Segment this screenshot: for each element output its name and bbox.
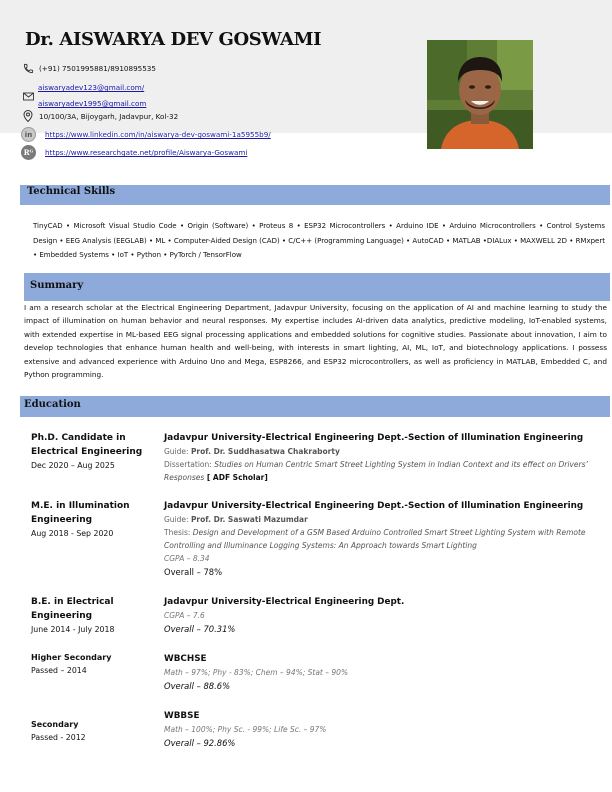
summary-bar bbox=[24, 273, 610, 301]
phd-institution: Jadavpur University-Electrical Engineering Dept.-Section of Illumination Engineering bbox=[164, 433, 584, 443]
sec-right bbox=[164, 709, 606, 750]
hs-overall: Overall – 88.6% bbox=[164, 681, 231, 691]
linkedin-icon: in bbox=[21, 127, 36, 142]
me-degree: M.E. in Illumination Engineering bbox=[31, 501, 130, 525]
me-overall: Overall – 78% bbox=[164, 567, 223, 577]
sec-board: WBBSE bbox=[164, 711, 200, 721]
me-guide-label: Guide: bbox=[164, 515, 191, 524]
location-pin-icon bbox=[22, 110, 34, 122]
sec-left bbox=[31, 718, 159, 744]
hs-board: WBCHSE bbox=[164, 654, 207, 664]
me-thesis bbox=[164, 526, 606, 552]
phone-row bbox=[22, 62, 156, 74]
be-dates: June 2014 - July 2018 bbox=[31, 625, 115, 634]
phd-right bbox=[164, 431, 606, 484]
researchgate-row bbox=[21, 145, 247, 160]
profile-photo bbox=[427, 40, 533, 149]
phd-dissertation bbox=[164, 458, 606, 484]
me-cgpa: CGPA – 8.34 bbox=[164, 554, 210, 563]
hs-dates: Passed – 2014 bbox=[31, 666, 87, 675]
sec-overall: Overall – 92.86% bbox=[164, 738, 236, 748]
sec-marks: Math – 100%; Phy Sc. - 99%; Life Sc. – 97% bbox=[164, 725, 327, 734]
me-thesis-title: Design and Development of a GSM Based Arduino Controlled Smart Street Lighting System with Remote Controlling and Illuminance Logging Systems: An Approach towards Smart Lighting bbox=[164, 528, 586, 550]
email-link-2[interactable]: aiswaryadev1995@gmail.com bbox=[38, 99, 147, 108]
address-text: 10/100/3A, Bijoygarh, Jadavpur, Kol-32 bbox=[39, 111, 179, 121]
email-link-1[interactable]: aiswaryadev123@gmail.com/ bbox=[38, 83, 145, 92]
me-dates: Aug 2018 - Sep 2020 bbox=[31, 529, 114, 538]
phd-guide-label: Guide: bbox=[164, 447, 191, 456]
phd-diss-title: Studies on Human Centric Smart Street Lighting System in Indian Context and its effect on Drivers’ Responses bbox=[164, 460, 588, 482]
phd-dates: Dec 2020 – Aug 2025 bbox=[31, 461, 115, 470]
be-right bbox=[164, 595, 606, 636]
technical-skills-text: TinyCAD • Microsoft Visual Studio Code • Origin (Software) • Proteus 8 • ESP32 Microcontrollers • Arduino IDE • Arduino Microcontrollers • Control Systems Design • EEG Analysis (EEGLAB) • ML • Computer-Aided Design (CAD) • C/C++ (Programming Language) • AutoCAD • MATLAB •DIALux • MAXWELL 2D • RMxpert • Embedded Systems • IoT • Python • PyTorch / TensorFlow bbox=[33, 222, 605, 259]
be-degree: B.E. in Electrical Engineering bbox=[31, 597, 114, 621]
phd-guide-name: Prof. Dr. Suddhasatwa Chakraborty bbox=[190, 447, 340, 456]
be-cgpa: CGPA – 7.6 bbox=[164, 611, 205, 620]
linkedin-link[interactable]: https://www.linkedin.com/in/aiswarya-dev-goswami-1a5955b9/ bbox=[45, 130, 271, 139]
envelope-icon bbox=[22, 90, 34, 102]
sec-degree: Secondary bbox=[31, 720, 79, 729]
me-right bbox=[164, 499, 606, 579]
me-institution: Jadavpur University-Electrical Engineering Dept.-Section of Illumination Engineering bbox=[164, 501, 584, 511]
candidate-name: Dr. AISWARYA DEV GOSWAMI bbox=[25, 29, 322, 50]
researchgate-icon: Rᴳ bbox=[21, 145, 36, 160]
address-row bbox=[22, 110, 178, 122]
summary-text: I am a research scholar at the Electrical Engineering Department, Jadavpur University, focusing on the application of AI and machine learning to study the impact of illumination on human behavior and neural responses. My expertise includes AI-driven data analytics, predictive modeling, IoT-enabled systems, with extended expertise in ML-based EEG signal processing applications and embedded solutions for cognitive studies. Passionate about innovation, I aim to develop technologies that enhance human health and well-being, with interests in smart lighting, AI, ML, IoT, and biotechnology applications. I possess extensive and advanced experience with Arduino Uno and Mega, ESP8266, and ESP32 microcontrollers, as well as proficiency in MATLAB, Embedded C, and Python programming. bbox=[24, 303, 607, 380]
me-left bbox=[31, 499, 159, 540]
phd-degree: Ph.D. Candidate in Electrical Engineering bbox=[31, 433, 143, 457]
hs-degree: Higher Secondary bbox=[31, 653, 112, 662]
education-bar bbox=[20, 396, 610, 417]
researchgate-link[interactable]: https://www.researchgate.net/profile/Aiswarya-Goswami bbox=[45, 148, 248, 157]
sec-dates: Passed - 2012 bbox=[31, 733, 86, 742]
phd-left bbox=[31, 431, 159, 472]
me-guide bbox=[164, 513, 606, 526]
summary-title: Summary bbox=[30, 280, 84, 291]
technical-skills-title: Technical Skills bbox=[27, 186, 116, 197]
hs-right bbox=[164, 652, 606, 693]
linkedin-row bbox=[21, 127, 271, 142]
phd-diss-award: [ ADF Scholar] bbox=[204, 473, 268, 482]
email-row bbox=[22, 80, 146, 112]
me-guide-name: Prof. Dr. Saswati Mazumdar bbox=[190, 515, 308, 524]
be-institution: Jadavpur University-Electrical Engineering Dept. bbox=[164, 597, 405, 607]
phone-icon bbox=[22, 62, 34, 74]
me-thesis-label: Thesis: bbox=[164, 528, 193, 537]
phone-number: (+91) 7501995881/8910895535 bbox=[39, 63, 156, 73]
be-left bbox=[31, 595, 159, 636]
hs-left bbox=[31, 651, 159, 677]
phd-diss-label: Dissertation: bbox=[164, 460, 215, 469]
education-title: Education bbox=[24, 399, 81, 410]
phd-guide bbox=[164, 445, 606, 458]
hs-marks: Math – 97%; Phy - 83%; Chem – 94%; Stat – 90% bbox=[164, 668, 349, 677]
be-overall: Overall – 70.31% bbox=[164, 624, 236, 634]
